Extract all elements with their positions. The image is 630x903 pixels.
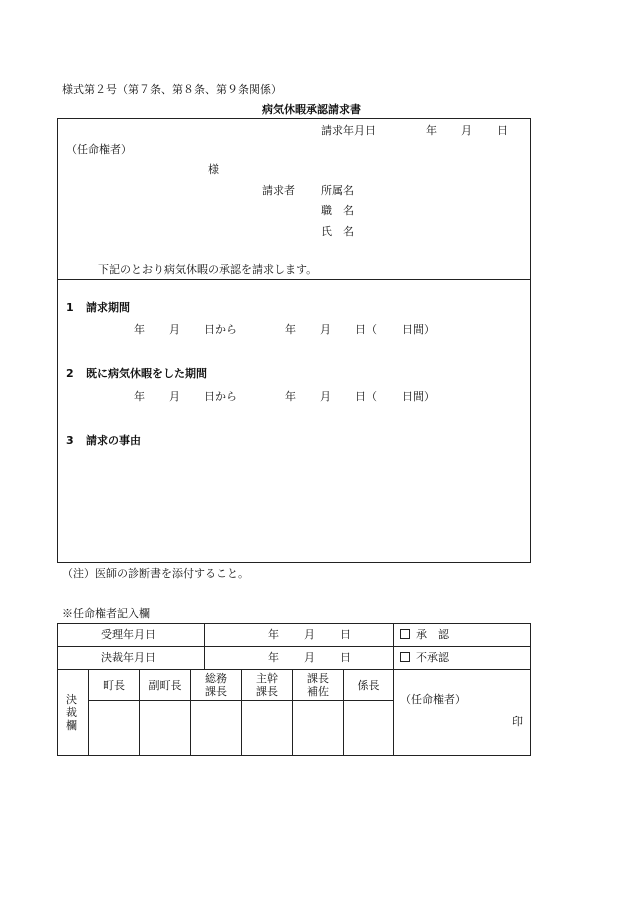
section-3-title: 請求の事由: [86, 434, 141, 447]
position-label: 職 名: [321, 204, 354, 217]
seal-mark: 印: [512, 715, 523, 728]
request-date-month: 月: [461, 124, 472, 137]
request-date-day: 日: [497, 124, 508, 137]
reject-label: 不承認: [416, 651, 449, 664]
request-date-label: 請求年月日: [321, 124, 376, 137]
request-date-year: 年: [426, 124, 437, 137]
role-section-head: 係長: [357, 679, 380, 692]
form-number: 様式第２号（第７条、第８条、第９条関係）: [62, 83, 282, 96]
form-divider: [57, 279, 531, 280]
prior-start-day: 日から: [204, 390, 237, 403]
approval-heading: ※任命権者記入欄: [62, 607, 150, 620]
kessai-label: 決裁欄: [66, 693, 77, 732]
period-days: 日間）: [402, 323, 435, 336]
decided-month: 月: [304, 651, 315, 664]
section-1-number: 1: [66, 301, 74, 314]
name-label: 氏 名: [321, 225, 354, 238]
sama-label: 様: [208, 163, 219, 176]
role-mayor: 町長: [103, 679, 125, 692]
section-2-number: 2: [66, 367, 74, 380]
received-date-label: 受理年月日: [101, 628, 156, 641]
approve-option[interactable]: [400, 628, 449, 641]
period-end-month: 月: [320, 323, 331, 336]
request-statement: 下記のとおり病気休暇の承認を請求します。: [98, 263, 318, 276]
department-label: 所属名: [321, 184, 354, 197]
received-day: 日: [340, 628, 351, 641]
authority-label: （任命権者）: [66, 143, 132, 156]
prior-start-year: 年: [134, 390, 145, 403]
reject-checkbox[interactable]: [400, 652, 410, 662]
period-start-year: 年: [134, 323, 145, 336]
prior-start-month: 月: [169, 390, 180, 403]
decided-date-label: 決裁年月日: [101, 651, 156, 664]
reject-option[interactable]: [400, 651, 449, 664]
section-2-title: 既に病気休暇をした期間: [86, 367, 207, 380]
period-start-month: 月: [169, 323, 180, 336]
approval-row-line-2: [57, 669, 531, 670]
received-month: 月: [304, 628, 315, 641]
received-year: 年: [268, 628, 279, 641]
period-start-day: 日から: [204, 323, 237, 336]
prior-end-month: 月: [320, 390, 331, 403]
prior-days: 日間）: [402, 390, 435, 403]
section-1-title: 請求期間: [86, 301, 130, 314]
document-title: 病気休暇承認請求書: [262, 103, 361, 116]
requester-label: 請求者: [262, 184, 295, 197]
role-general-affairs-chief: 総務 課長: [205, 672, 227, 698]
approval-col-line-b: [393, 623, 394, 756]
role-deputy-chief: 課長 補佐: [307, 672, 329, 698]
period-end-year: 年: [285, 323, 296, 336]
section-3-number: 3: [66, 434, 74, 447]
role-senior-chief: 主幹 課長: [256, 672, 278, 698]
prior-end-year: 年: [285, 390, 296, 403]
approve-label: 承 認: [416, 628, 449, 641]
approval-row-line-1: [57, 646, 531, 647]
prior-end-day: 日（: [355, 390, 377, 403]
note: （注）医師の診断書を添付すること。: [62, 567, 249, 580]
decided-year: 年: [268, 651, 279, 664]
approval-col-line-a: [204, 623, 205, 669]
approval-authority-label: （任命権者）: [400, 693, 466, 706]
decided-day: 日: [340, 651, 351, 664]
period-end-day: 日（: [355, 323, 377, 336]
role-vice-mayor: 副町長: [148, 679, 182, 692]
approve-checkbox[interactable]: [400, 629, 410, 639]
